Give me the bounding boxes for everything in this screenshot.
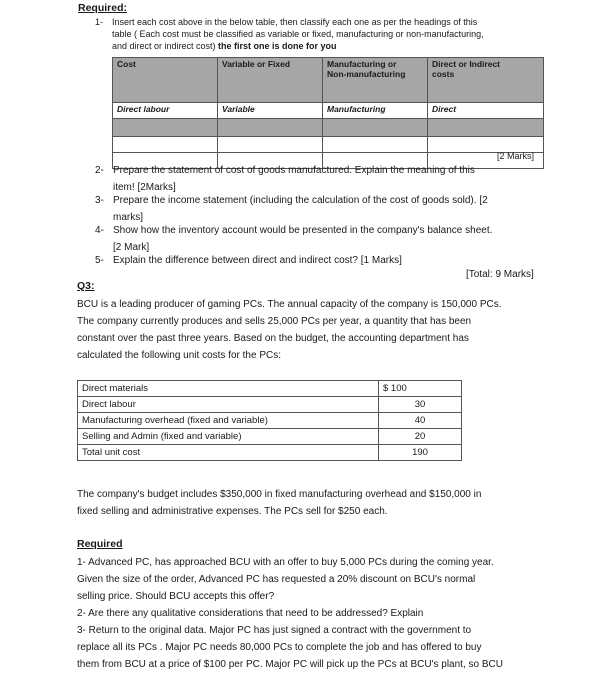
q3-required-heading: Required <box>77 538 123 550</box>
cell <box>428 119 544 137</box>
item-1-text <box>112 16 552 52</box>
required-line: 3- Return to the original data. Major PC has just signed a contract with the government to <box>77 625 472 636</box>
table-row <box>78 397 462 413</box>
cost-label: Direct labour <box>78 397 379 413</box>
cell <box>113 119 218 137</box>
cost-label: Selling and Admin (fixed and variable) <box>78 429 379 445</box>
header-direct-indirect <box>428 58 544 103</box>
item-1-line <box>112 40 552 52</box>
required-line: them from BCU at a price of $100 per PC. Major PC will pick up the PCs at BCU's plant, so BCU <box>77 659 503 670</box>
item-line: Prepare the income statement (including the calculation of the cost of goods sold). [2 <box>113 195 488 206</box>
table-row <box>113 119 544 137</box>
item-4-number: 4- <box>95 225 104 236</box>
total-marks: [Total: 9 Marks] <box>466 269 534 280</box>
cell: Direct <box>428 103 544 119</box>
table-row <box>78 429 462 445</box>
table-row <box>78 381 462 397</box>
cell: Manufacturing <box>323 103 428 119</box>
required-line: replace all its PCs . Major PC needs 80,000 PCs to complete the job and has offered to buy <box>77 642 482 653</box>
item-1-line: table ( Each cost must be classified as variable or fixed, manufacturing or non-manufacturing, <box>112 29 484 39</box>
cell <box>323 119 428 137</box>
classification-table <box>112 57 544 169</box>
q3-required-list <box>77 554 602 673</box>
q3-paragraph-line: BCU is a leading producer of gaming PCs. The annual capacity of the company is 150,000 PCs. <box>77 299 502 310</box>
cell: Direct labour <box>113 103 218 119</box>
item-5-number: 5- <box>95 255 104 266</box>
unit-cost-table <box>77 380 462 461</box>
cost-label: Manufacturing overhead (fixed and variable) <box>78 413 379 429</box>
cost-value: 190 <box>379 445 462 461</box>
cell <box>323 137 428 153</box>
item-4-text <box>113 222 553 256</box>
item-1-line-part: and direct or indirect cost) <box>112 41 219 51</box>
cell: Variable <box>218 103 323 119</box>
cost-label: Total unit cost <box>78 445 379 461</box>
table-row <box>78 445 462 461</box>
q3-paragraph <box>77 296 597 364</box>
item-2-text <box>113 162 553 196</box>
header-manufacturing <box>323 58 428 103</box>
cost-value: $ 100 <box>379 381 462 397</box>
header-manufacturing-label: Manufacturing or Non-manufacturing <box>327 59 406 79</box>
item-5-text: Explain the difference between direct and indirect cost? [1 Marks] <box>113 255 402 266</box>
required-heading: Required: <box>78 2 128 14</box>
q3-paragraph-line: constant over the past three years. Based on the budget, the accounting department has <box>77 333 469 344</box>
item-1-number: 1- <box>95 17 104 27</box>
q3-paragraph-line: calculated the following unit costs for the PCs: <box>77 350 281 361</box>
cost-label: Direct materials <box>78 381 379 397</box>
item-1-line-bold: the first one is done for you <box>218 41 337 51</box>
header-direct-indirect-label: Direct or Indirect costs <box>432 59 501 79</box>
item-1-line: Insert each cost above in the below table, then classify each one as per the headings of this <box>112 17 478 27</box>
cost-value: 20 <box>379 429 462 445</box>
cell <box>218 137 323 153</box>
q3-heading: Q3: <box>77 280 95 292</box>
header-cost-label: Cost <box>117 59 136 69</box>
table-row <box>113 103 544 119</box>
item-line: Show how the inventory account would be presented in the company's balance sheet. <box>113 225 493 236</box>
item-line: [2 Mark] <box>113 242 150 253</box>
table-row <box>113 137 544 153</box>
required-line: selling price. Should BCU accepts this offer? <box>77 591 275 602</box>
cost-value: 30 <box>379 397 462 413</box>
item-3-text <box>113 192 553 226</box>
required-line: 2- Are there any qualitative considerations that need to be addressed? Explain <box>77 608 424 619</box>
budget-paragraph <box>77 486 597 520</box>
budget-line: The company's budget includes $350,000 in fixed manufacturing overhead and $150,000 in <box>77 489 482 500</box>
budget-line: fixed selling and administrative expenses. The PCs sell for $250 each. <box>77 506 388 517</box>
item-line: Prepare the statement of cost of goods manufactured. Explain the meaning of this <box>113 165 475 176</box>
item-line: marks] <box>113 212 143 223</box>
cell <box>218 119 323 137</box>
q3-paragraph-line: The company currently produces and sells 25,000 PCs per year, a quantity that has been <box>77 316 472 327</box>
item-line: item! [2Marks] <box>113 182 176 193</box>
item-3-number: 3- <box>95 195 104 206</box>
table-row <box>78 413 462 429</box>
cell <box>113 137 218 153</box>
required-line: 1- Advanced PC, has approached BCU with an offer to buy 5,000 PCs during the coming year. <box>77 557 494 568</box>
header-cost <box>113 58 218 103</box>
item-2-number: 2- <box>95 165 104 176</box>
header-variable-fixed-label: Variable or Fixed <box>222 59 291 69</box>
header-variable-fixed <box>218 58 323 103</box>
cost-value: 40 <box>379 413 462 429</box>
required-line: Given the size of the order, Advanced PC has requested a 20% discount on BCU's normal <box>77 574 476 585</box>
marks-label: [2 Marks] <box>497 151 535 161</box>
